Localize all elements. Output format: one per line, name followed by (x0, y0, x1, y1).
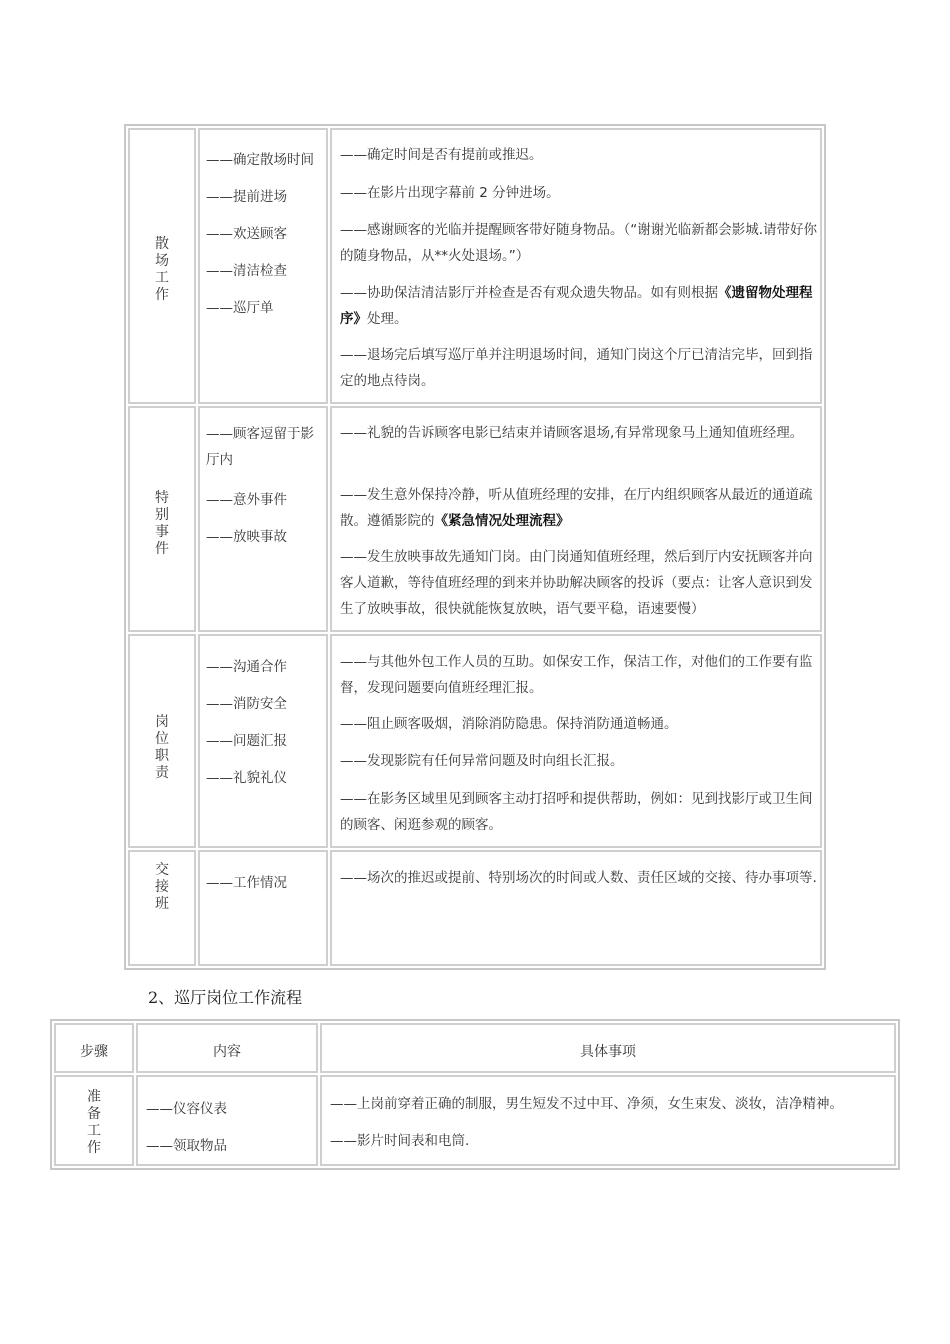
detail-text: ——确定时间是否有提前或推迟。 (340, 147, 543, 163)
detail-text: ——在影务区域里见到顾客主动打招呼和提供帮助，例如：见到找影厅或卫生间的顾客、闲逛参观的顾客。 (340, 791, 813, 833)
list-item: ——提前进场 (206, 189, 287, 205)
step-details-cell (320, 1075, 896, 1166)
section-details-cell (330, 406, 822, 632)
header-cell (320, 1023, 896, 1073)
list-item: ——礼貌礼仪 (206, 770, 287, 786)
list-item: ——欢送顾客 (206, 226, 287, 242)
detail-text: ——在影片出现字幕前 2 分钟进场。 (340, 185, 560, 201)
column-header: 具体事项 (580, 1044, 636, 1060)
header-cell (54, 1023, 134, 1073)
column-header: 步骤 (80, 1044, 108, 1060)
section-label-cell (128, 850, 196, 966)
list-item: ——顾客逗留于影厅内 (206, 426, 314, 468)
list-item: ——沟通合作 (206, 659, 287, 675)
detail-text: ——场次的推迟或提前、特别场次的时间或人数、责任区域的交接、待办事项等. (340, 870, 817, 886)
section-label-cell (128, 128, 196, 404)
step-label: 准 备 工 作 (87, 1089, 101, 1156)
detail-text: ——发现影院有任何异常问题及时向组长汇报。 (340, 753, 624, 769)
section-details-cell (330, 128, 822, 404)
list-item: ——巡厅单 (206, 300, 274, 316)
detail-text: ——与其他外包工作人员的互助。如保安工作，保洁工作，对他们的工作要有监督，发现问题要向值班经理汇报。 (340, 654, 813, 696)
list-item: ——问题汇报 (206, 733, 287, 749)
section-details-cell (330, 850, 822, 966)
section-items-cell (198, 128, 328, 404)
procedure-reference: 《遗留物处理程序》 (340, 285, 813, 327)
procedure-reference: 《紧急情况处理流程》 (434, 513, 570, 529)
step-items-cell (136, 1075, 318, 1166)
header-cell (136, 1023, 318, 1073)
section-label-cell (128, 406, 196, 632)
list-item: ——确定散场时间 (206, 152, 314, 168)
section-details-cell (330, 634, 822, 848)
detail-text: ——发生意外保持冷静，听从值班经理的安排，在厅内组织顾客从最近的通道疏散。遵循影院的《紧急情况处理流程》 (340, 487, 813, 529)
section-label-cell (128, 634, 196, 848)
detail-text: ——协助保洁清洁影厅并检查是否有观众遗失物品。如有则根据《遗留物处理程序》处理。 (340, 285, 813, 327)
detail-text: ——影片时间表和电筒. (330, 1133, 470, 1149)
column-header: 内容 (213, 1044, 241, 1060)
section-label: 散 场 工 作 (155, 236, 169, 303)
list-item: ——消防安全 (206, 696, 287, 712)
section-items-cell (198, 850, 328, 966)
section-label: 特 别 事 件 (155, 490, 169, 557)
detail-text: ——礼貌的告诉顾客电影已结束并请顾客退场,有异常现象马上通知值班经理。 (340, 425, 804, 441)
detail-text: ——上岗前穿着正确的制服，男生短发不过中耳、净须，女生束发、淡妆，洁净精神。 (330, 1096, 843, 1112)
section-label: 交 接 班 (155, 862, 169, 912)
list-item: ——意外事件 (206, 492, 287, 508)
section-items-cell (198, 634, 328, 848)
detail-text: ——感谢顾客的光临并提醒顾客带好随身物品。（“谢谢光临新都会影城.请带好你的随身物品，从**火处退场。”） (340, 222, 818, 264)
detail-text: ——发生放映事故先通知门岗。由门岗通知值班经理，然后到厅内安抚顾客并向客人道歉，等待值班经理的到来并协助解决顾客的投诉（要点：让客人意识到发生了放映事故，很快就能恢复放映，语气要平稳，语速要慢） (340, 549, 813, 617)
detail-text: ——退场完后填写巡厅单并注明退场时间，通知门岗这个厅已清洁完毕，回到指定的地点待岗。 (340, 347, 813, 389)
section-label: 岗 位 职 责 (155, 714, 169, 781)
detail-text: ——阻止顾客吸烟，消除消防隐患。保持消防通道畅通。 (340, 716, 678, 732)
list-item: ——领取物品 (146, 1138, 227, 1154)
list-item: ——仪容仪表 (146, 1101, 227, 1117)
list-item: ——清洁检查 (206, 263, 287, 279)
section-heading: 2、巡厅岗位工作流程 (148, 988, 303, 1007)
list-item: ——工作情况 (206, 875, 287, 891)
section-items-cell (198, 406, 328, 632)
step-label-cell (54, 1075, 134, 1166)
list-item: ——放映事故 (206, 529, 287, 545)
